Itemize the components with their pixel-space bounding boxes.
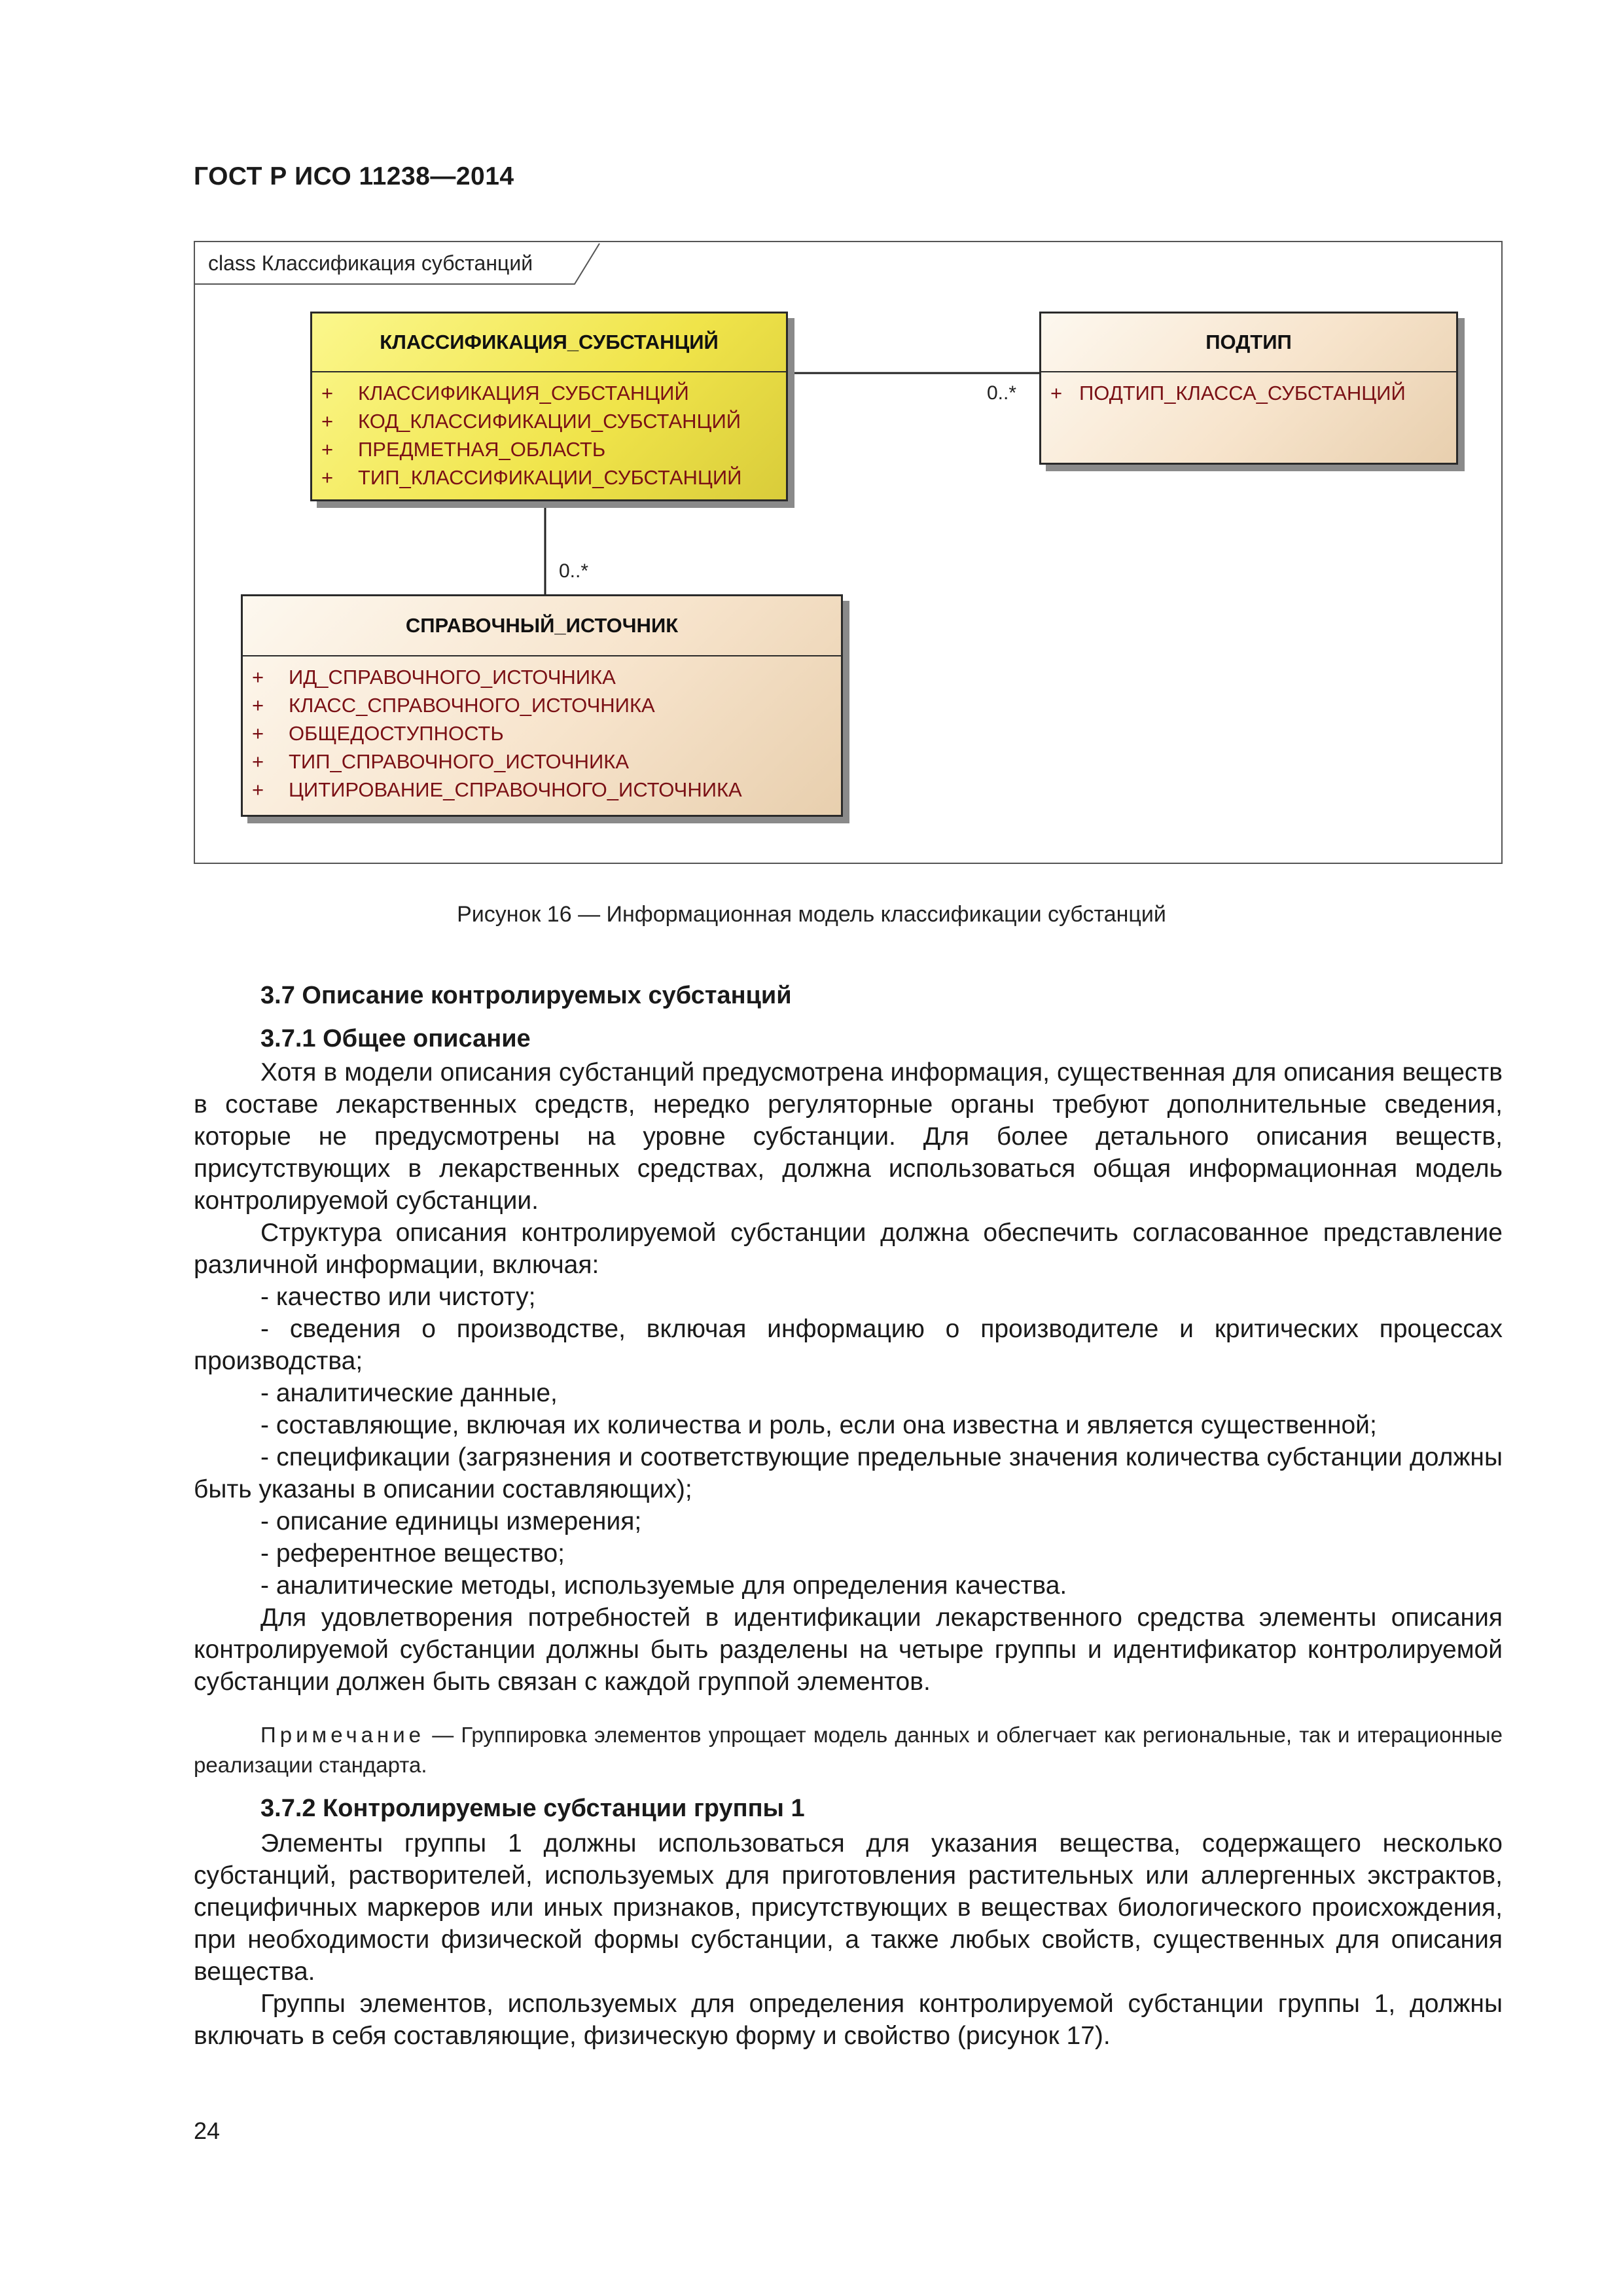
- class-name: СПРАВОЧНЫЙ_ИСТОЧНИК: [243, 596, 841, 656]
- multiplicity-reference: 0..*: [559, 560, 589, 582]
- frame-label: class Классификация субстанций: [208, 251, 533, 275]
- paragraph: Элементы группы 1 должны использоваться для указания вещества, содержащего несколько субстанций, растворителей, используемых для приготовления растительных или аллергенных экстрактов, специфичных маркеров или иных признаков, присутствующих в веществах биологического происхождения, при необходимости физической формы субстанции, а также любых свойств, существенных для описания вещества.: [194, 1829, 1503, 1986]
- attribute: + КОД_КЛАССИФИКАЦИИ_СУБСТАНЦИЙ: [321, 410, 741, 433]
- section-3-7-title: 3.7 Описание контролируемых субстанций: [260, 982, 792, 1009]
- class-attributes: [243, 656, 841, 804]
- note-label: Примечание: [260, 1723, 425, 1747]
- paragraph: Хотя в модели описания субстанций предусмотрена информация, существенная для описания веществ в составе лекарственных средств, нередко регуляторные органы требуют дополнительные сведения, которые не предусмотрены на уровне субстанции. Для более детального описания веществ, присутствующих в лекарственных средствах, должна использоваться общая информационная модель контролируемой субстанции.: [194, 1058, 1503, 1215]
- attribute: + ОБЩЕДОСТУПНОСТЬ: [252, 722, 504, 745]
- attribute: + ИД_СПРАВОЧНОГО_ИСТОЧНИКА: [252, 666, 616, 689]
- list-item: - спецификации (загрязнения и соответствующие предельные значения количества субстанции должны быть указаны в описании составляющих);: [194, 1443, 1503, 1503]
- document-header: ГОСТ Р ИСО 11238—2014: [194, 162, 514, 190]
- multiplicity-subtype: 0..*: [987, 382, 1017, 404]
- list-item: - сведения о производстве, включая информацию о производителе и критических процессах производства;: [194, 1315, 1503, 1375]
- class-attributes: [1041, 372, 1456, 407]
- paragraph: Структура описания контролируемой субстанции должна обеспечить согласованное представление различной информации, включая:: [194, 1219, 1503, 1279]
- class-subtype[interactable]: [1039, 312, 1458, 465]
- section-3-7-2-title: 3.7.2 Контролируемые субстанции группы 1: [260, 1795, 805, 1822]
- paragraph: Для удовлетворения потребностей в идентификации лекарственного средства элементы описания контролируемой субстанции должны быть разделены на четыре группы и идентификатор контролируемой субстанции должен быть связан с каждой группой элементов.: [194, 1604, 1503, 1696]
- attribute: + ПОДТИП_КЛАССА_СУБСТАНЦИЙ: [1050, 382, 1406, 404]
- list-item: - референтное вещество;: [260, 1539, 565, 1568]
- note-text: — Группировка элементов упрощает модель данных и облегчает как региональные, так и итерационные реализации стандарта.: [194, 1723, 1503, 1777]
- figure-caption: Рисунок 16 — Информационная модель классификации субстанций: [457, 902, 1166, 927]
- paragraph: Группы элементов, используемых для определения контролируемой субстанции группы 1, должны включать в себя составляющие, физическую форму и свойство (рисунок 17).: [194, 1990, 1503, 2050]
- diagram-frame: [194, 241, 1503, 864]
- class-attributes: [312, 372, 786, 492]
- class-name: КЛАССИФИКАЦИЯ_СУБСТАНЦИЙ: [312, 314, 786, 372]
- class-name: ПОДТИП: [1041, 314, 1456, 372]
- section-3-7-2-body: [194, 1827, 1503, 2052]
- attribute: + ЦИТИРОВАНИЕ_СПРАВОЧНОГО_ИСТОЧНИКА: [252, 778, 742, 801]
- attribute: + ТИП_КЛАССИФИКАЦИИ_СУБСТАНЦИЙ: [321, 466, 742, 489]
- list-item: - составляющие, включая их количества и роль, если она известна и является существенной;: [260, 1411, 1377, 1439]
- note: [194, 1720, 1503, 1780]
- list-item: - аналитические методы, используемые для определения качества.: [260, 1571, 1067, 1600]
- section-3-7-1-body: [194, 1056, 1503, 1698]
- attribute: + ТИП_СПРАВОЧНОГО_ИСТОЧНИКА: [252, 750, 630, 773]
- attribute: + КЛАСС_СПРАВОЧНОГО_ИСТОЧНИКА: [252, 694, 655, 717]
- page-number: 24: [194, 2117, 221, 2144]
- class-classification[interactable]: [310, 312, 788, 501]
- attribute: + ПРЕДМЕТНАЯ_ОБЛАСТЬ: [321, 438, 606, 461]
- list-item: - качество или чистоту;: [260, 1283, 536, 1311]
- list-item: - описание единицы измерения;: [260, 1507, 642, 1535]
- list-item: - аналитические данные,: [260, 1379, 558, 1407]
- class-reference-source[interactable]: [241, 594, 843, 817]
- attribute: + КЛАССИФИКАЦИЯ_СУБСТАНЦИЙ: [321, 382, 689, 404]
- section-3-7-1-title: 3.7.1 Общее описание: [260, 1025, 531, 1052]
